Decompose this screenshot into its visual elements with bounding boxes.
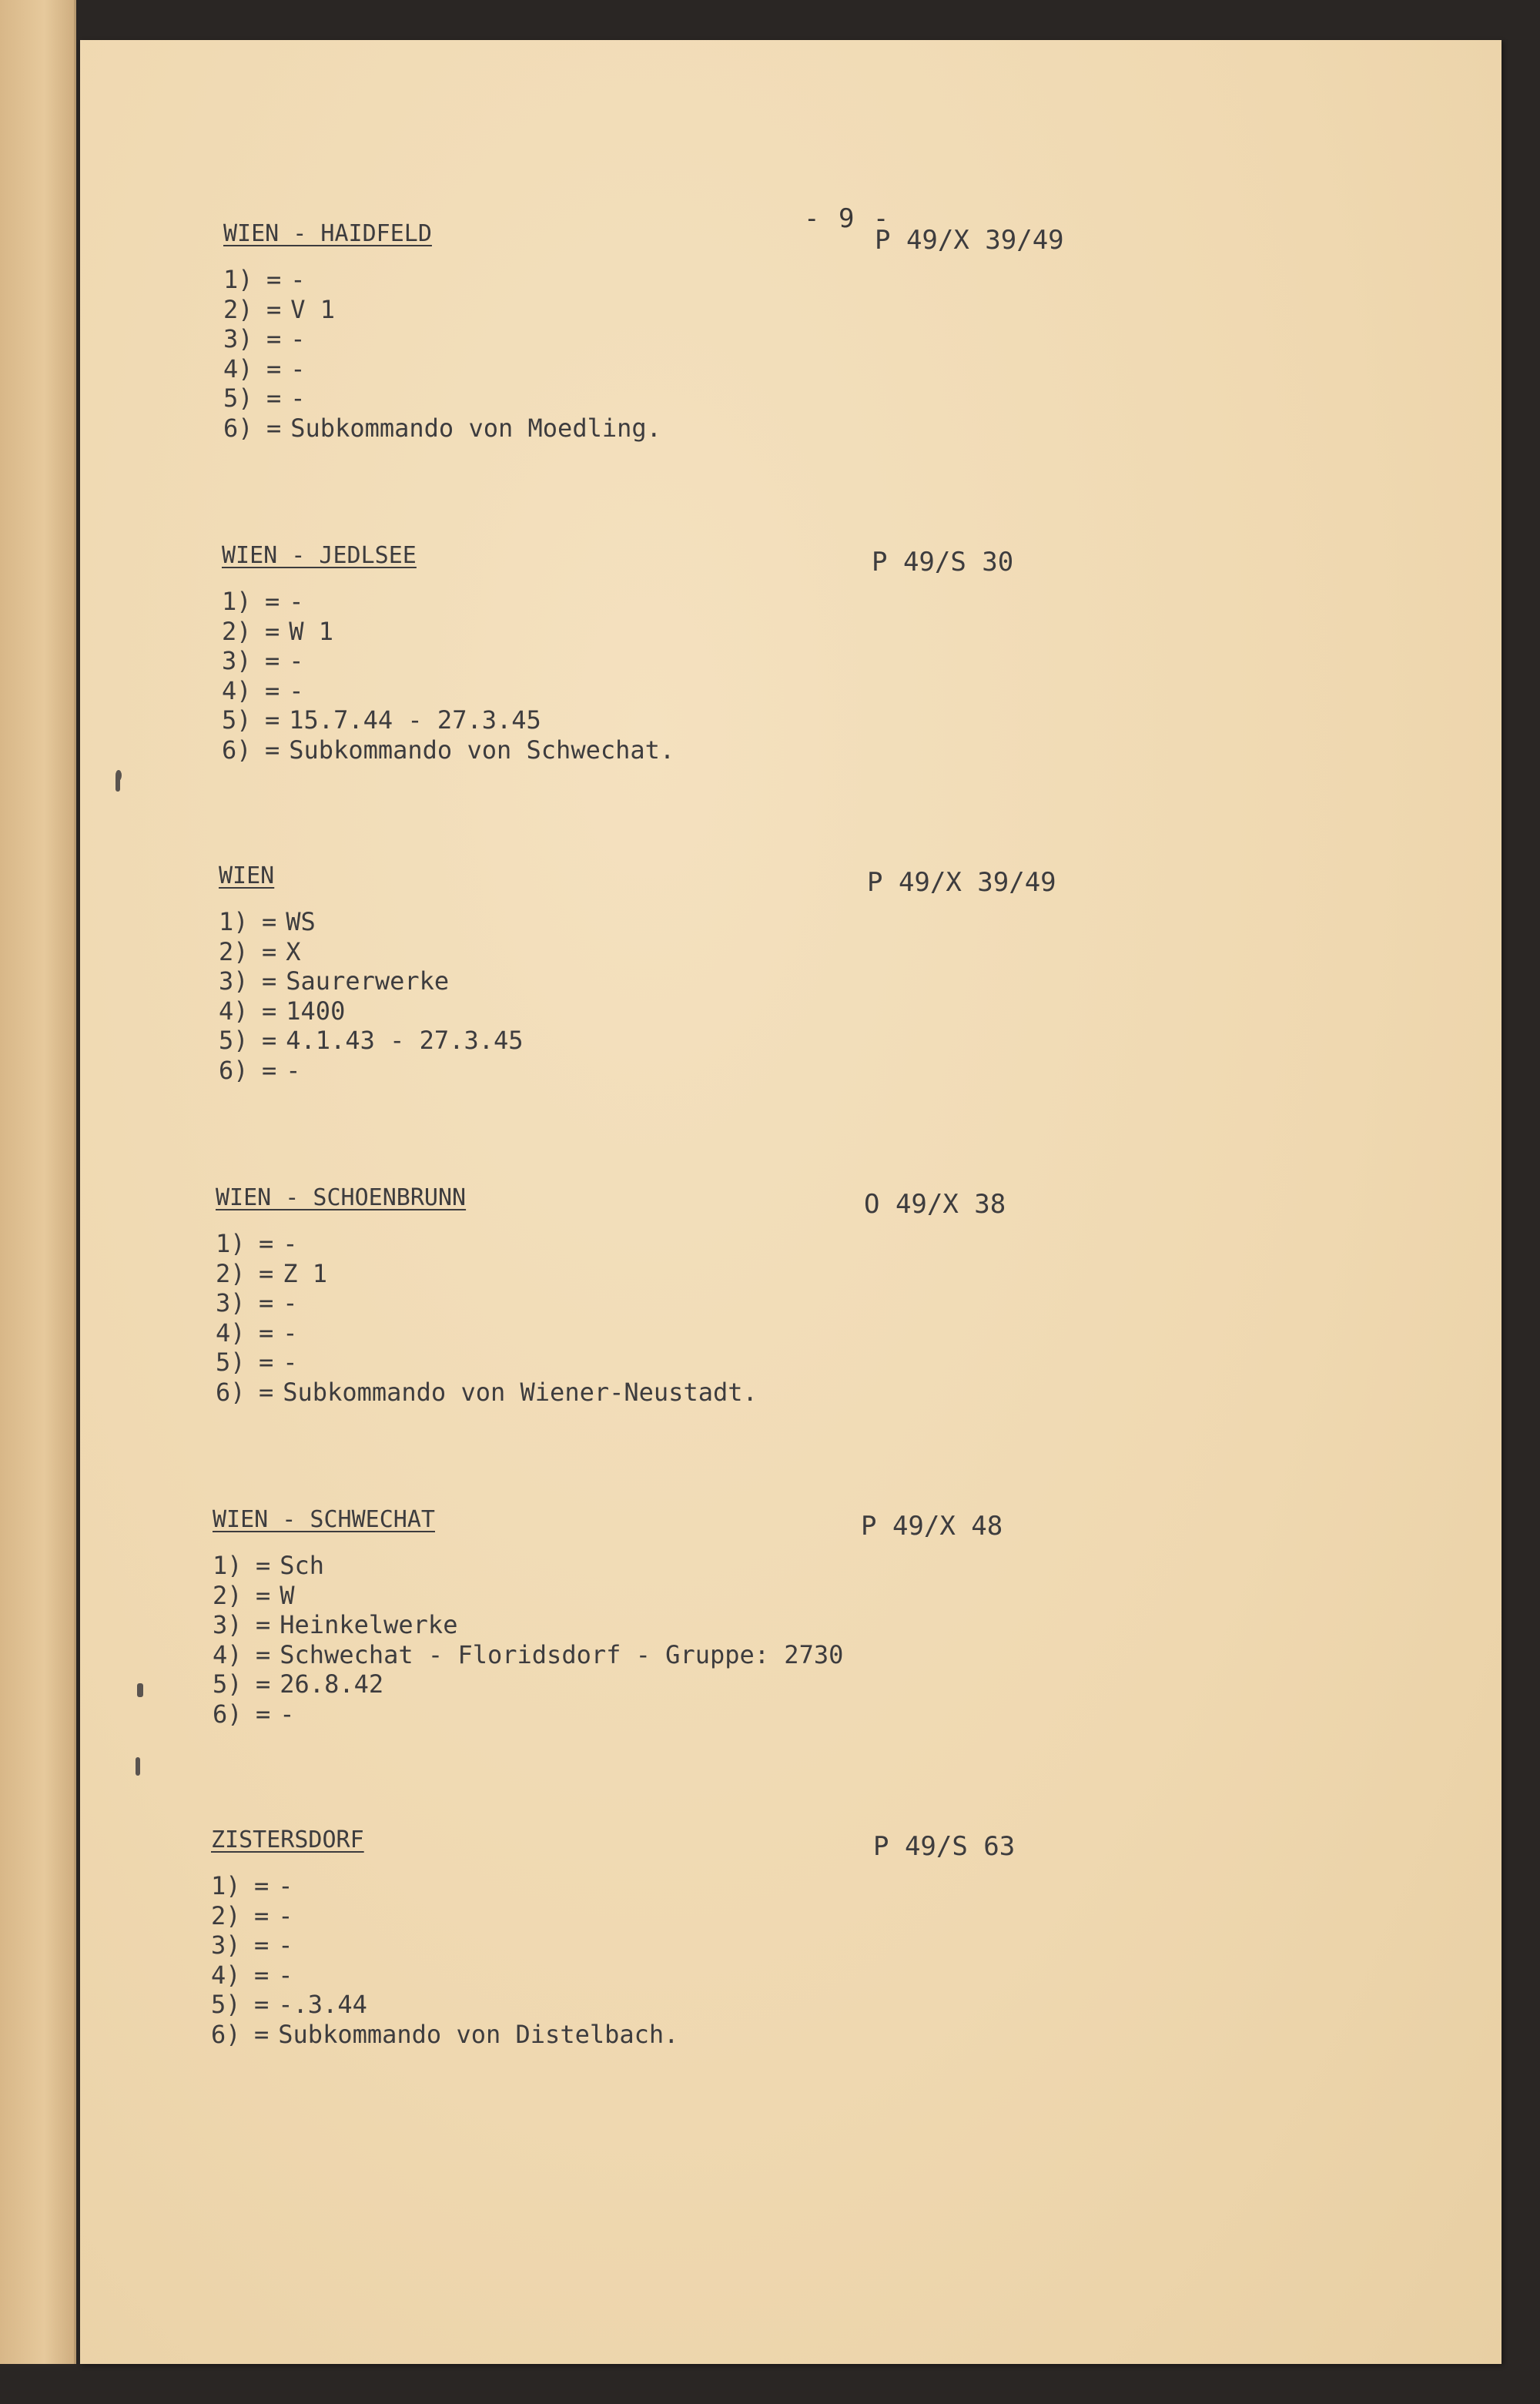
entry-reference: O 49/X 38 bbox=[864, 1189, 1006, 1220]
field-row: 5) = 4.1.43 - 27.3.45 bbox=[219, 1026, 524, 1055]
field-row: 6) = - bbox=[213, 1699, 295, 1729]
entry-title: WIEN bbox=[219, 862, 275, 889]
entry-reference: P 49/S 63 bbox=[873, 1831, 1016, 1862]
field-row: 3) = Heinkelwerke bbox=[213, 1610, 458, 1639]
entry-reference: P 49/X 39/49 bbox=[875, 225, 1064, 256]
field-row: 6) = Subkommando von Wiener-Neustadt. bbox=[216, 1377, 758, 1407]
field-row: 4) = - bbox=[222, 675, 304, 705]
field-row: 1) = WS bbox=[219, 907, 316, 936]
field-row: 6) = Subkommando von Distelbach. bbox=[211, 2019, 679, 2049]
field-row: 6) = Subkommando von Moedling. bbox=[223, 413, 661, 443]
field-row: 2) = V 1 bbox=[223, 294, 336, 324]
entry-fields bbox=[216, 1229, 758, 1407]
field-row: 4) = - bbox=[223, 353, 306, 383]
field-row: 2) = Z 1 bbox=[216, 1258, 328, 1288]
entry-fields bbox=[219, 907, 524, 1085]
field-row: 1) = - bbox=[216, 1229, 298, 1258]
binding-hole-mark bbox=[136, 1757, 140, 1776]
field-row: 5) = 15.7.44 - 27.3.45 bbox=[222, 705, 541, 735]
entry-fields bbox=[223, 265, 661, 443]
field-row: 4) = - bbox=[216, 1318, 298, 1348]
field-row: 2) = W bbox=[213, 1580, 295, 1610]
field-row: 1) = Sch bbox=[213, 1551, 325, 1580]
field-row: 3) = - bbox=[211, 1930, 293, 1960]
field-row: 3) = Saurerwerke bbox=[219, 966, 450, 996]
entry-fields bbox=[211, 1871, 678, 2049]
field-row: 5) = - bbox=[216, 1348, 298, 1377]
field-row: 1) = - bbox=[222, 587, 304, 616]
field-row: 3) = - bbox=[216, 1288, 298, 1318]
entry-title: WIEN - HAIDFELD bbox=[223, 220, 432, 247]
binding-hole-mark bbox=[137, 1683, 143, 1697]
entry-title: WIEN - JEDLSEE bbox=[222, 542, 417, 569]
field-row: 5) = - bbox=[223, 383, 306, 413]
left-facing-page-edge bbox=[0, 0, 76, 2364]
entry-reference: P 49/X 48 bbox=[861, 1511, 1003, 1542]
entry-reference: P 49/S 30 bbox=[872, 547, 1014, 578]
entry-title: ZISTERSDORF bbox=[211, 1826, 364, 1853]
field-row: 4) = Schwechat - Floridsdorf - Gruppe: 2730 bbox=[213, 1639, 844, 1669]
field-row: 2) = W 1 bbox=[222, 616, 334, 646]
field-row: 5) = 26.8.42 bbox=[213, 1669, 384, 1699]
field-row: 2) = - bbox=[211, 1900, 293, 1930]
field-row: 1) = - bbox=[223, 265, 306, 294]
entry-title: WIEN - SCHOENBRUNN bbox=[216, 1184, 467, 1211]
page-number: - 9 - bbox=[804, 203, 891, 234]
field-row: 2) = X bbox=[219, 936, 301, 966]
field-row: 4) = 1400 bbox=[219, 996, 346, 1026]
field-row: 6) = - bbox=[219, 1055, 301, 1085]
entry-fields bbox=[213, 1551, 843, 1729]
field-row: 3) = - bbox=[223, 324, 306, 353]
entry-reference: P 49/X 39/49 bbox=[867, 867, 1056, 898]
field-row: 5) = -.3.44 bbox=[211, 1990, 367, 2019]
document-page bbox=[80, 40, 1502, 2364]
field-row: 6) = Subkommando von Schwechat. bbox=[222, 735, 675, 765]
binding-hole-mark bbox=[116, 775, 120, 792]
entry-fields bbox=[222, 587, 675, 765]
field-row: 4) = - bbox=[211, 1960, 293, 1990]
field-row: 1) = - bbox=[211, 1871, 293, 1900]
entry-title: WIEN - SCHWECHAT bbox=[213, 1506, 435, 1533]
field-row: 3) = - bbox=[222, 646, 304, 675]
